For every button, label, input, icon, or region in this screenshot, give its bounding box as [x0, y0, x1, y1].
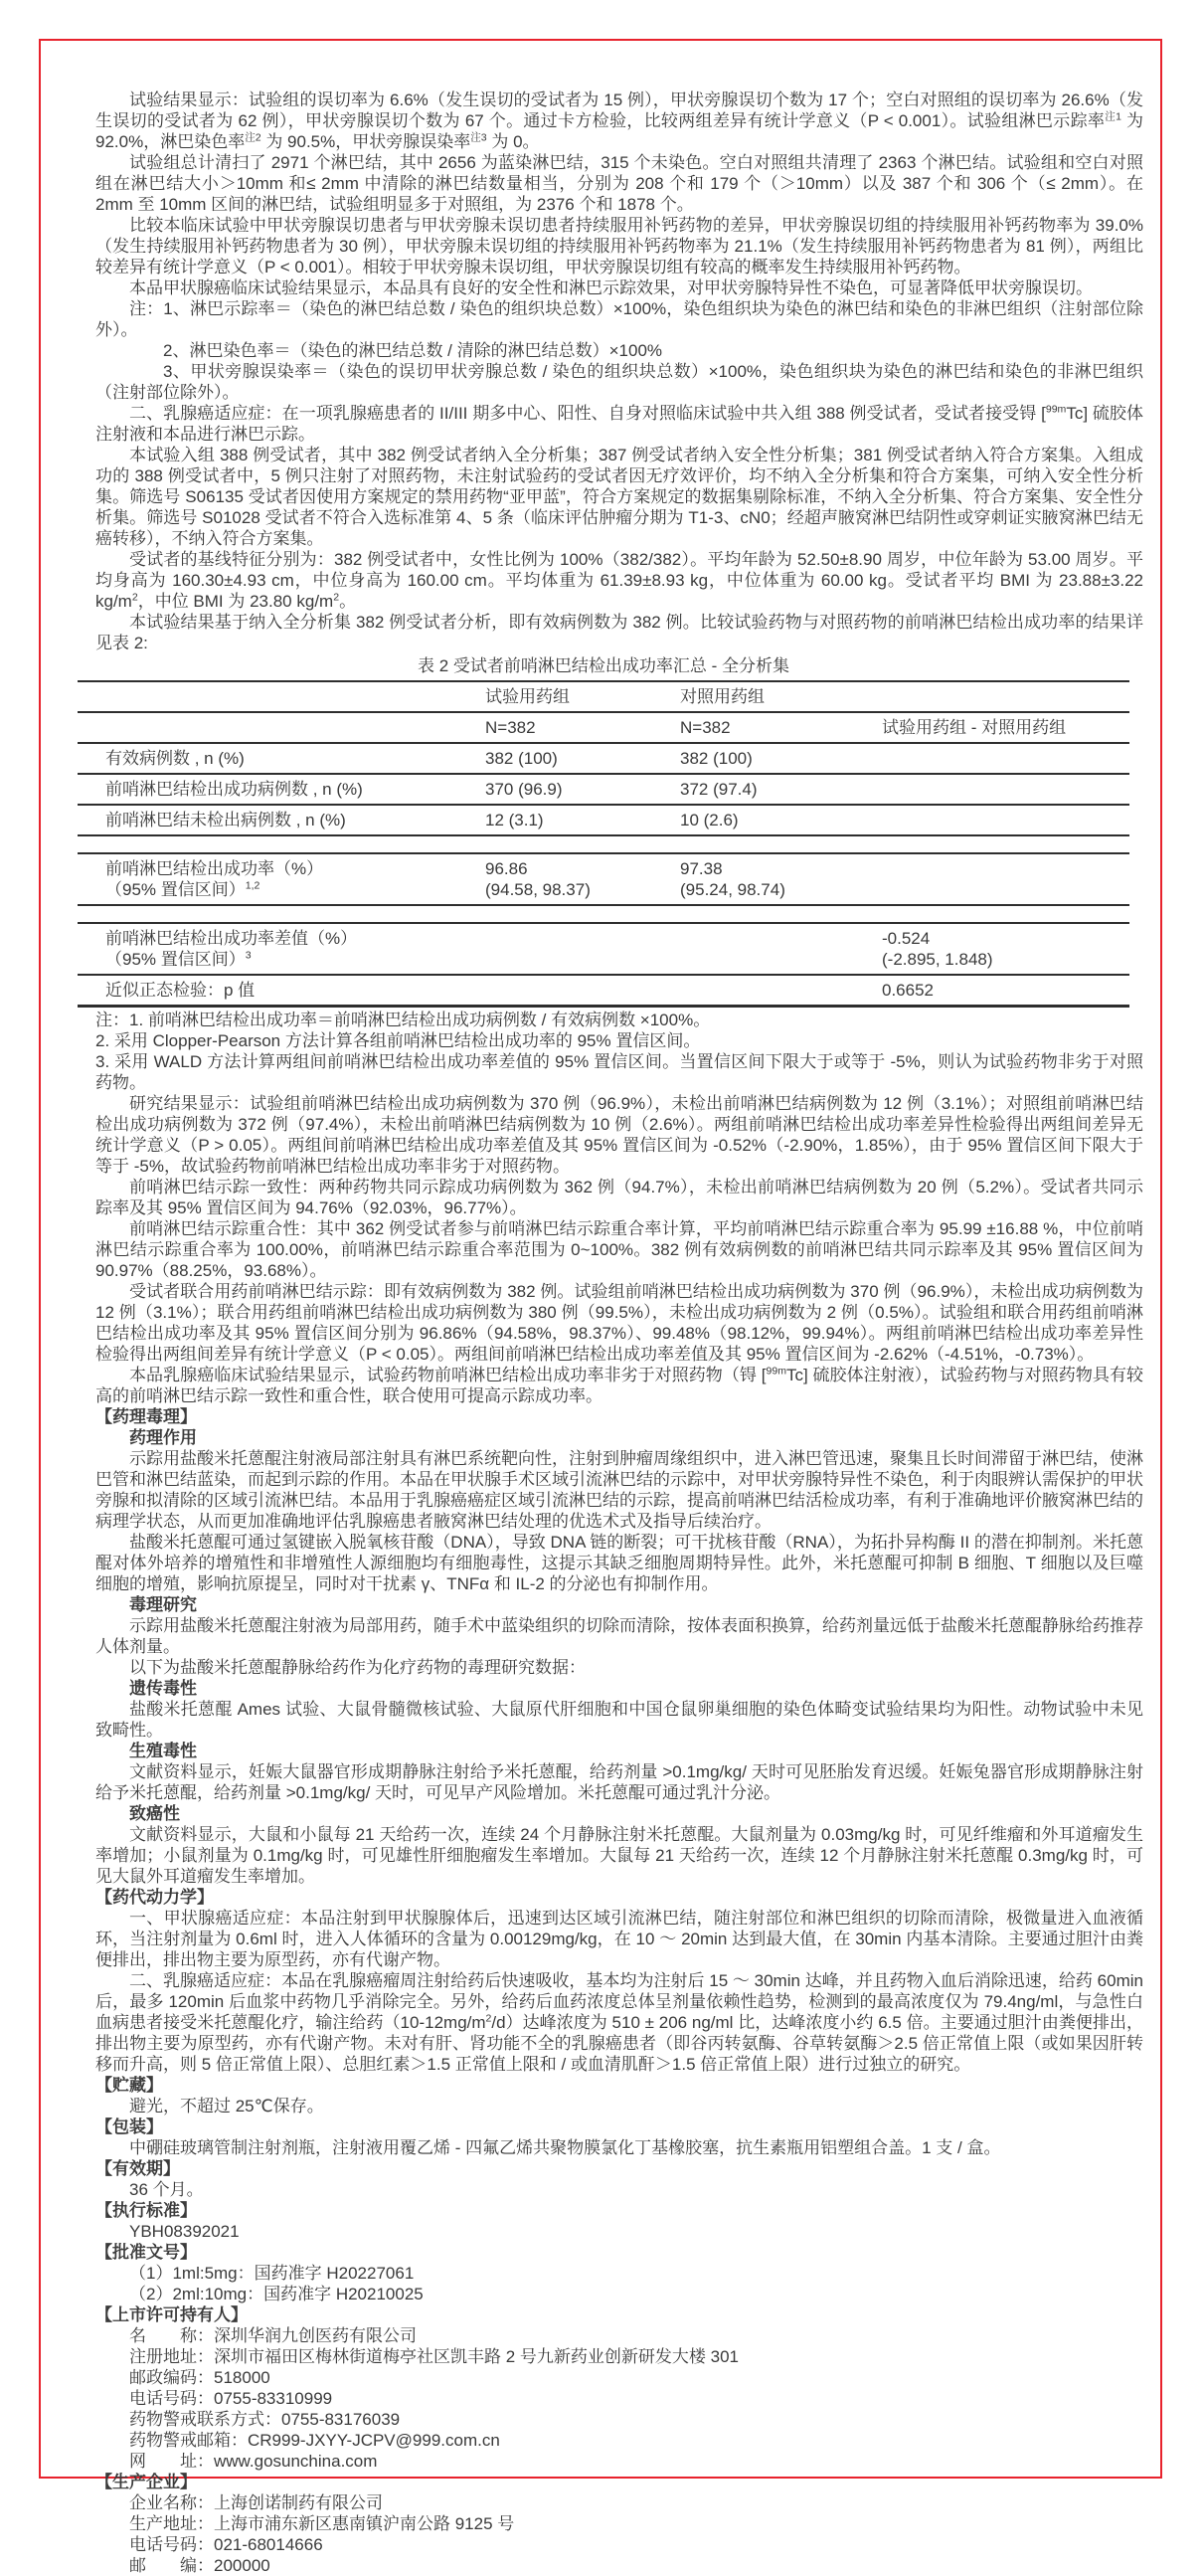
sub-header: 生殖毒性	[129, 1742, 197, 1760]
table-cell: -0.524 (-2.895, 1.848)	[882, 929, 993, 969]
paragraph: 二、乳腺癌适应症：在一项乳腺癌患者的 II/III 期多中心、阳性、自身对照临床试验中共入组 388 例受试者，受试者接受锝 [$^{99m}$Tc] 硫胶体注射液和本品进行淋巴示踪。	[95, 403, 1144, 444]
table-cell: 382 (100)	[680, 749, 753, 768]
table-cell: 12 (3.1)	[485, 811, 544, 829]
section-header: 【上市许可持有人】	[95, 2305, 248, 2324]
table-cell: 前哨淋巴结检出成功率差值（%） （95% 置信区间）$^3$	[105, 929, 358, 969]
paragraph: 盐酸米托蒽醌 Ames 试验、大鼠骨髓微核试验、大鼠原代肝细胞和中国仓鼠卵巢细胞的染色体畸变试验结果均为阳性。动物试验中未见致畸性。	[95, 1700, 1143, 1740]
paragraph: 电话号码：0755-83310999	[129, 2389, 333, 2408]
table-cell: 试验用药组 - 对照用药组	[882, 718, 1067, 737]
table-header-row	[78, 711, 1129, 742]
table-cell: 对照用药组	[680, 687, 765, 706]
section-header: 【包装】	[95, 2117, 163, 2136]
paragraph: 药物警戒邮箱：CR999-JXYY-JCPV@999.com.cn	[129, 2431, 500, 2450]
table-cell: 试验用药组	[485, 687, 570, 706]
table-row	[78, 742, 1129, 773]
section-header: 【执行标准】	[95, 2201, 197, 2220]
sub-header: 遗传毒性	[129, 1679, 197, 1698]
paragraph: （2）2ml:10mg：国药准字 H20210025	[129, 2285, 424, 2303]
table-cell: 96.86 (94.58, 98.37)	[485, 859, 591, 899]
paragraph: 本品甲状腺癌临床试验结果显示，本品具有良好的安全性和淋巴示踪效果，对甲状旁腺特异性不染色，可显著降低甲状旁腺误切。	[129, 278, 1093, 297]
table-grid	[78, 680, 1129, 1008]
table-row	[78, 922, 1129, 974]
table-cell: 近似正态检验：p 值	[105, 981, 256, 1000]
paragraph: 名 称：深圳华润九创医药有限公司	[129, 2326, 417, 2345]
paragraph: 药物警戒联系方式：0755-83176039	[129, 2410, 401, 2429]
paragraph: 二、乳腺癌适应症：本品在乳腺癌瘤周注射给药后快速吸收，基本均为注射后 15 ～ 30min 达峰，并且药物入血后消除迅速，给药 60min 后，最多 120min 后血浆中药物几乎消除完全。另外，给药后血药浓度总体呈剂量依赖性趋势，检测到的最高浓度仅为 79.4ng/ml，与急性白血病患者接受米托蒽醌化疗，输注给药$(10-12mg/m^2/d)$达峰浓度为 510 ± 206 ng/ml 比，达峰浓度小约 6.5 倍。主要通过胆汁由粪便排出，排出物主要为原型药，亦有代谢产物。未对有肝、肾功能不全的乳腺癌患者（即谷丙转氨酶、谷草转氨酶＞2.5 倍正常值上限（或如果因肝转移而升高，则 5 倍正常值上限）、总胆红素＞1.5 正常值上限和 / 或血清肌酐＞1.5 倍正常值上限）进行过独立的研究。	[95, 1971, 1143, 2074]
paragraph: 生产地址：上海市浦东新区惠南镇沪南公路 9125 号	[129, 2514, 515, 2533]
table-section-gap	[78, 834, 1129, 852]
section-header: 【批准文号】	[95, 2243, 197, 2262]
paragraph: 文献资料显示，妊娠大鼠器官形成期静脉注射给予米托蒽醌，给药剂量 >0.1mg/kg/ 天时可见胚胎发育迟缓。妊娠兔器官形成期静脉注射给予米托蒽醌，给药剂量 >0.1mg/kg/ 天时，可见早产风险增加。米托蒽醌可通过乳汁分泌。	[95, 1762, 1143, 1802]
section-header: 【药代动力学】	[95, 1888, 214, 1907]
paragraph: YBH08392021	[129, 2222, 240, 2241]
paragraph: 电话号码：021-68014666	[129, 2535, 323, 2554]
paragraph: 文献资料显示，大鼠和小鼠每 21 天给药一次，连续 24 个月静脉注射米托蒽醌。大鼠剂量为 0.03mg/kg 时，可见纤维瘤和外耳道瘤发生率增加；小鼠剂量为 0.1mg/kg 时，可见雄性肝细胞瘤发生率增加。大鼠每 21 天给药一次，连续 12 个月静脉注射米托蒽醌 0.3mg/kg 时，可见大鼠外耳道瘤发生率增加。	[95, 1825, 1143, 1886]
table-note: 3. 采用 WALD 方法计算两组间前哨淋巴结检出成功率差值的 95% 置信区间。当置信区间下限大于或等于 -5%，则认为试验药物非劣于对照药物。	[95, 1052, 1143, 1092]
paragraph: 试验结果显示：试验组的误切率为 6.6%（发生误切的受试者为 15 例），甲状旁腺误切个数为 17 个；空白对照组的误切率为 26.6%（发生误切的受试者为 62 例），甲状旁腺误切个数为 67 个。通过卡方检验，比较两组差异有统计学意义（P < 0.001）。试验组淋巴示踪率$^{注1}$ 为 92.0%，淋巴染色率$^{注2}$ 为 90.5%，甲状旁腺误染率$^{注3}$ 为 0。	[95, 91, 1144, 151]
paragraph: 注：1、淋巴示踪率＝（染色的淋巴结总数 / 染色的组织块总数）×100%，染色组织块为染色的淋巴结和染色的非淋巴组织（注射部位除外）。	[95, 299, 1143, 339]
note-item: 3、甲状旁腺误染率＝（染色的误切甲状旁腺总数 / 染色的组织块总数）×100%，染色组织块为染色的淋巴结和染色的非淋巴组织（注射部位除外）。	[95, 362, 1143, 402]
table-row	[78, 804, 1129, 834]
table-row	[78, 974, 1129, 1005]
paragraph: （1）1ml:5mg：国药准字 H20227061	[129, 2264, 415, 2283]
paragraph: 邮 编：200000	[129, 2556, 270, 2575]
table-header-row	[78, 680, 1129, 711]
table-row	[78, 773, 1129, 804]
paragraph: 企业名称：上海创诺制药有限公司	[129, 2493, 383, 2512]
clinical-results-table	[78, 655, 1129, 1008]
table-cell: 370 (96.9)	[485, 780, 563, 799]
table-cell: N=382	[680, 718, 731, 737]
note-item: 2、淋巴染色率＝（染色的淋巴结总数 / 清除的淋巴结总数）×100%	[163, 341, 663, 360]
table-section-gap	[78, 904, 1129, 922]
paragraph: 受试者的基线特征分别为：382 例受试者中，女性比例为 100%（382/382）。平均年龄为 52.50±8.90 周岁，中位年龄为 53.00 周岁。平均身高为 160.30±4.93 cm，中位身高为 160.00 cm。平均体重为 61.39±8.93 kg，中位体重为 60.00 kg。受试者平均 BMI 为 23.88±3.22 $kg/m^2$，中位 BMI 为 23.80 $kg/m^2$。	[95, 550, 1143, 611]
table-note: 2. 采用 Clopper-Pearson 方法计算各组前哨淋巴结检出成功率的 95% 置信区间。	[95, 1031, 701, 1050]
paragraph: 以下为盐酸米托蒽醌静脉给药作为化疗药物的毒理研究数据：	[129, 1658, 586, 1677]
table-cell: 382 (100)	[485, 749, 558, 768]
table-cell: 前哨淋巴结检出成功病例数 , n (%)	[105, 780, 363, 799]
paragraph: 中硼硅玻璃管制注射剂瓶，注射液用覆乙烯 - 四氟乙烯共聚物膜氯化丁基橡胶塞，抗生素瓶用铝塑组合盖。1 支 / 盒。	[129, 2138, 1001, 2157]
paragraph: 研究结果显示：试验组前哨淋巴结检出成功病例数为 370 例（96.9%），未检出前哨淋巴结病例数为 12 例（3.1%）；对照组前哨淋巴结检出成功病例数为 372 例（97.4%），未检出前哨淋巴结病例数为 10 例（2.6%）。两组前哨淋巴结检出成功率差异性检验得出两组间差异无统计学意义（P > 0.05）。两组间前哨淋巴结检出成功率差值及其 95% 置信区间为 -0.52%（-2.90%，1.85%），由于 95% 置信区间下限大于等于 -5%，故试验药物前哨淋巴结检出成功率非劣于对照药物。	[95, 1094, 1143, 1176]
paragraph: 示踪用盐酸米托蒽醌注射液局部注射具有淋巴系统靶向性，注射到肿瘤周缘组织中，进入淋巴管迅速，聚集且长时间滞留于淋巴结，使淋巴管和淋巴结蓝染，而起到示踪的作用。本品在甲状腺手术区域引流淋巴结的示踪中，对甲状旁腺特异性不染色，利于肉眼辨认需保护的甲状旁腺和拟清除的区域引流淋巴结。本品用于乳腺癌癌症区域引流淋巴结的示踪，提高前哨淋巴结活检成功率，有利于准确地评价腋窝淋巴结的病理学状态，从而更加准确地评估乳腺癌患者腋窝淋巴结处理的优选术式及指导后续治疗。	[95, 1449, 1143, 1531]
table-cell: 372 (97.4)	[680, 780, 758, 799]
paragraph: 注册地址：深圳市福田区梅林街道梅亭社区凯丰路 2 号九新药业创新研发大楼 301	[129, 2347, 739, 2366]
paragraph: 前哨淋巴结示踪重合性：其中 362 例受试者参与前哨淋巴结示踪重合率计算，平均前哨淋巴结示踪重合率为 95.99 ±16.88 %，中位前哨淋巴结示踪重合率为 100.00%，前哨淋巴结示踪重合率范围为 0~100%。382 例有效病例数的前哨淋巴结共同示踪率及其 95% 置信区间为 90.97%（88.25%，93.68%）。	[95, 1219, 1143, 1280]
paragraph: 受试者联合用药前哨淋巴结示踪：即有效病例数为 382 例。试验组前哨淋巴结检出成功病例数为 370 例（96.9%），未检出成功病例数为 12 例（3.1%）；联合用药组前哨淋巴结检出成功病例数为 380 例（99.5%），未检出成功病例数为 2 例（0.5%）。试验组和联合用药组前哨淋巴结检出成功率及其 95% 置信区间分别为 96.86%（94.58%，98.37%）、99.48%（98.12%，99.94%）。两组前哨淋巴结检出成功率差异性检验得出两组间差异有统计学意义（P < 0.05）。两组间前哨淋巴结检出成功率差值及其 95% 置信区间为 -2.62%（-4.51%，-0.73%）。	[95, 1282, 1143, 1364]
paragraph: 本试验入组 388 例受试者，其中 382 例受试者纳入全分析集；387 例受试者纳入安全性分析集；381 例受试者纳入符合方案集。入组成功的 388 例受试者中，5 例只注射了对照药物，未注射试验药的受试者因无疗效评价，均不纳入全分析集和符合方案集，可纳入安全性分析集。筛选号 S06135 受试者因使用方案规定的禁用药物“亚甲蓝”，符合方案规定的数据集剔除标准，不纳入全分析集、符合方案集、安全性分析集。筛选号 S01028 受试者不符合入选标准第 4、5 条（临床评估肿瘤分期为 T1-3、cN0；经超声腋窝淋巴结阴性或穿刺证实腋窝淋巴结无癌转移），不纳入符合方案集。	[95, 446, 1143, 548]
table-cell: 前哨淋巴结未检出病例数 , n (%)	[105, 811, 346, 829]
section-header: 【有效期】	[95, 2159, 180, 2178]
paragraph: 示踪用盐酸米托蒽醌注射液为局部用药，随手术中蓝染组织的切除而清除，按体表面积换算，给药剂量远低于盐酸米托蒽醌静脉给药推荐人体剂量。	[95, 1616, 1143, 1656]
paragraph: 网 址：www.gosunchina.com	[129, 2452, 378, 2471]
section-header: 【贮藏】	[95, 2076, 163, 2095]
table-cell: 0.6652	[882, 981, 934, 1000]
document-content	[95, 90, 1143, 2576]
table-cell: 有效病例数 , n (%)	[105, 749, 245, 768]
table-cell: 前哨淋巴结检出成功率（%） （95% 置信区间）$^{1,2}$	[105, 859, 324, 899]
table-cell: N=382	[485, 718, 536, 737]
paragraph: 邮政编码：518000	[129, 2368, 270, 2387]
paragraph: 盐酸米托蒽醌可通过氢键嵌入脱氧核苷酸（DNA），导致 DNA 链的断裂；可干扰核苷酸（RNA），为拓扑异构酶 II 的潜在抑制剂。米托蒽醌对体外培养的增殖性和非增殖性人源细胞均有细胞毒性，这提示其缺乏细胞周期特异性。此外，米托蒽醌可抑制 B 细胞、T 细胞以及巨噬细胞的增殖，影响抗原提呈，同时对干扰素 γ、TNFα 和 IL-2 的分泌也有抑制作用。	[95, 1533, 1143, 1593]
table-caption: 表 2 受试者前哨淋巴结检出成功率汇总 - 全分析集	[417, 656, 789, 675]
paragraph: 本品乳腺癌临床试验结果显示，试验药物前哨淋巴结检出成功率非劣于对照药物（锝 [$^{99m}$Tc] 硫胶体注射液），试验药物与对照药物具有较高的前哨淋巴结示踪一致性和重合性，联合使用可提高示踪成功率。	[95, 1365, 1143, 1405]
paragraph: 避光，不超过 25℃保存。	[129, 2097, 324, 2116]
paragraph: 前哨淋巴结示踪一致性：两种药物共同示踪成功病例数为 362 例（94.7%），未检出前哨淋巴结病例数为 20 例（5.2%）。受试者共同示踪率及其 95% 置信区间为 94.76%（92.03%，96.77%）。	[95, 1178, 1143, 1217]
sub-header: 致癌性	[129, 1804, 180, 1823]
paragraph: 本试验结果基于纳入全分析集 382 例受试者分析，即有效病例数为 382 例。比较试验药物与对照药物的前哨淋巴结检出成功率的结果详见表 2:	[95, 613, 1143, 652]
table-row	[78, 852, 1129, 904]
paragraph: 试验组总计清扫了 2971 个淋巴结，其中 2656 为蓝染淋巴结，315 个未染色。空白对照组共清理了 2363 个淋巴结。试验组和空白对照组在淋巴结大小＞10mm 和≤ 2mm 中清除的淋巴结数量相当，分别为 208 个和 179 个（＞10mm）以及 387 个和 306 个（≤ 2mm）。在 2mm 至 10mm 区间的淋巴结，试验组明显多于对照组，为 2376 个和 1878 个。	[95, 153, 1143, 214]
sub-header: 药理作用	[129, 1428, 197, 1447]
paragraph: 一、甲状腺癌适应症：本品注射到甲状腺腺体后，迅速到达区域引流淋巴结，随注射部位和淋巴组织的切除而清除，极微量进入血液循环，当注射剂量为 0.6ml 时，进入人体循环的含量为 0.00129mg/kg，在 10 ～ 20min 达到最大值，在 30min 内基本清除。主要通过胆汁由粪便排出，排出物主要为原型药，亦有代谢产物。	[95, 1909, 1143, 1969]
paragraph: 比较本临床试验中甲状旁腺误切患者与甲状旁腺未误切患者持续服用补钙药物的差异，甲状旁腺误切组的持续服用补钙药物率为 39.0%（发生持续服用补钙药物患者为 30 例），甲状旁腺未误切组的持续服用补钙药物率为 21.1%（发生持续服用补钙药物患者为 81 例），两组比较差异有统计学意义（P < 0.001）。相较于甲状旁腺未误切组，甲状旁腺误切组有较高的概率发生持续服用补钙药物。	[95, 216, 1143, 276]
table-cell: 97.38 (95.24, 98.74)	[680, 859, 785, 899]
paragraph: 36 个月。	[129, 2180, 204, 2199]
table-cell: 10 (2.6)	[680, 811, 739, 829]
table-note: 注：1. 前哨淋巴结检出成功率＝前哨淋巴结检出成功病例数 / 有效病例数 ×100%。	[95, 1011, 711, 1029]
section-header: 【生产企业】	[95, 2473, 197, 2491]
section-header: 【药理毒理】	[95, 1407, 197, 1426]
sub-header: 毒理研究	[129, 1595, 197, 1614]
